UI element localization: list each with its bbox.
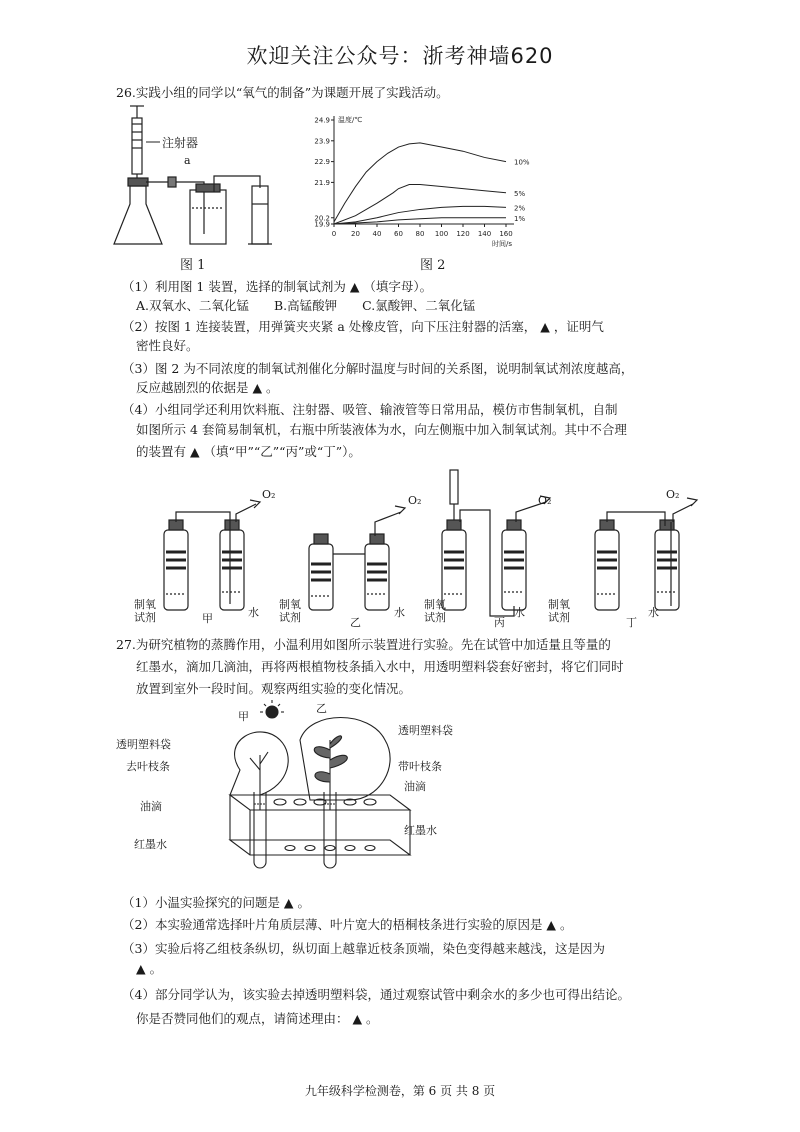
device-ding: [561, 486, 706, 622]
q26-part4-line3: 的装置有 ▲ （填“甲”“乙”“丙”或“丁”）。: [136, 444, 361, 459]
q27-intro-line3: 放置到室外一段时间。观察两组实验的变化情况。: [136, 681, 412, 696]
device-yi-gas: O₂: [408, 494, 422, 507]
x-tick-label: 120: [456, 230, 470, 238]
y-tick-label: 20.2: [314, 214, 330, 223]
q26-part3-line1: （3）图 2 为不同浓度的制氧试剂催化分解时温度与时间的关系图，说明制氧试剂浓度越高，: [122, 361, 634, 376]
x-tick-label: 100: [434, 230, 449, 238]
page-footer: 九年级科学检测卷，第 6 页 共 8 页: [304, 1084, 496, 1098]
q27-part2: （2）本实验通常选择叶片角质层薄、叶片宽大的梧桐枝条进行实验的原因是 ▲ 。: [122, 917, 573, 932]
figure2-caption: 图 2: [420, 258, 446, 273]
series-label: 5%: [514, 189, 526, 198]
device-jia-name: 甲: [202, 612, 213, 625]
device-ding-water: 水: [648, 606, 659, 619]
clip-a-label: a: [184, 154, 191, 167]
device-ding-gas: O₂: [666, 488, 680, 501]
watermark-header: 欢迎关注公众号：浙考神墙620: [246, 44, 554, 68]
q26-part2-line1: （2）按图 1 连接装置，用弹簧夹夹紧 a 处橡皮管，向下压注射器的活塞， ▲ ，证明气: [122, 319, 604, 334]
gas-bottle: [190, 190, 226, 244]
y-tick-label: 23.9: [314, 137, 330, 146]
q26-part1: （1）利用图 1 装置，选择的制氧试剂为 ▲ （填字母）。: [122, 279, 433, 294]
x-tick-label: 20: [351, 230, 360, 238]
series-label: 10%: [514, 158, 530, 167]
q26-part3-line2: 反应越剧烈的依据是 ▲ 。: [136, 380, 279, 395]
syringe-label: 注射器: [162, 136, 199, 150]
series-label: 2%: [514, 204, 526, 213]
q26-intro: 26.实践小组的同学以“氧气的制备”为课题开展了实践活动。: [116, 85, 449, 100]
x-tick-label: 40: [372, 230, 382, 238]
left-label-twig: 去叶枝条: [126, 760, 170, 773]
device-yi-name: 乙: [350, 616, 361, 629]
right-label-ink: 红墨水: [404, 824, 437, 837]
syringe-barrel: [132, 118, 142, 174]
y-tick-label: 19.9: [314, 220, 330, 229]
q26-part4-line1: （4）小组同学还利用饮料瓶、注射器、吸管、输液管等日常用品，模仿市售制氧机，自制: [122, 402, 618, 417]
measuring-cylinder: [252, 186, 268, 244]
device-jia-reagent: 制氧试剂: [134, 598, 156, 624]
q26-part1-options: A.双氧水、二氧化锰 B.高锰酸钾 C.氯酸钾、二氧化锰: [136, 298, 476, 313]
x-tick-label: 60: [394, 230, 403, 238]
right-label-twig: 带叶枝条: [398, 760, 442, 773]
figure1-apparatus: [110, 104, 290, 254]
label-jia: 甲: [238, 710, 249, 723]
y-tick-label: 21.9: [314, 178, 330, 187]
transpiration-figure: [200, 700, 430, 875]
q27-part3-line2: ▲ 。: [136, 961, 163, 976]
device-jia-gas: O₂: [262, 488, 276, 501]
q27-intro-line1: 27.为研究植物的蒸腾作用，小温利用如图所示装置进行实验。先在试管中加适量且等量的: [116, 637, 611, 652]
device-bing-gas: O₂: [538, 494, 552, 507]
series-label: 1%: [514, 214, 526, 223]
q27-part1: （1）小温实验探究的问题是 ▲ 。: [122, 895, 311, 910]
right-label-bag: 透明塑料袋: [398, 724, 453, 737]
device-ding-reagent: 制氧试剂: [548, 598, 570, 624]
y-axis-label: 温度/℃: [338, 116, 363, 124]
figure2-chart: [306, 112, 546, 254]
device-bing-name: 丙: [494, 616, 505, 629]
device-yi-reagent: 制氧试剂: [279, 598, 301, 624]
q26-part2-line2: 密性良好。: [136, 338, 199, 353]
q27-part4-line2: 你是否赞同他们的观点，请简述理由： ▲ 。: [136, 1011, 379, 1026]
label-yi: 乙: [316, 702, 327, 715]
right-label-oil: 油滴: [404, 780, 426, 793]
y-tick-label: 22.9: [314, 158, 330, 167]
q27-intro-line2: 红墨水，滴加几滴油，再将两根植物枝条插入水中，用透明塑料袋套好密封，将它们同时: [136, 659, 624, 674]
sun-icon: [266, 706, 278, 718]
x-tick-label: 80: [415, 230, 425, 238]
device-jia-water: 水: [248, 606, 259, 619]
left-label-ink: 红墨水: [134, 838, 167, 851]
x-tick-label: 0: [331, 230, 337, 238]
device-bing-water: 水: [514, 606, 525, 619]
series-line: [334, 206, 506, 224]
device-bing-reagent: 制氧试剂: [424, 598, 446, 624]
figure1-caption: 图 1: [180, 258, 206, 273]
y-tick-label: 24.9: [314, 116, 330, 125]
series-line: [334, 143, 506, 222]
device-yi-water: 水: [394, 606, 405, 619]
q27-part3-line1: （3）实验后将乙组枝条纵切，纵切面上越靠近枝条顶端，染色变得越来越浅，这是因为: [122, 941, 605, 956]
left-plastic-bag: [230, 732, 288, 795]
q27-part4-line1: （4）部分同学认为，该实验去掉透明塑料袋，通过观察试管中剩余水的多少也可得出结论。: [122, 987, 630, 1002]
left-label-oil: 油滴: [140, 800, 162, 813]
device-ding-name: 丁: [626, 616, 637, 629]
q26-part4-line2: 如图所示 4 套简易制氧机，右瓶中所装液体为水，向左侧瓶中加入制氧试剂。其中不合理: [136, 422, 627, 437]
x-axis-label: 时间/s: [491, 240, 513, 248]
x-tick-label: 160: [499, 230, 513, 238]
left-label-bag: 透明塑料袋: [116, 738, 171, 751]
conical-flask: [114, 186, 162, 244]
x-tick-label: 140: [477, 230, 492, 238]
